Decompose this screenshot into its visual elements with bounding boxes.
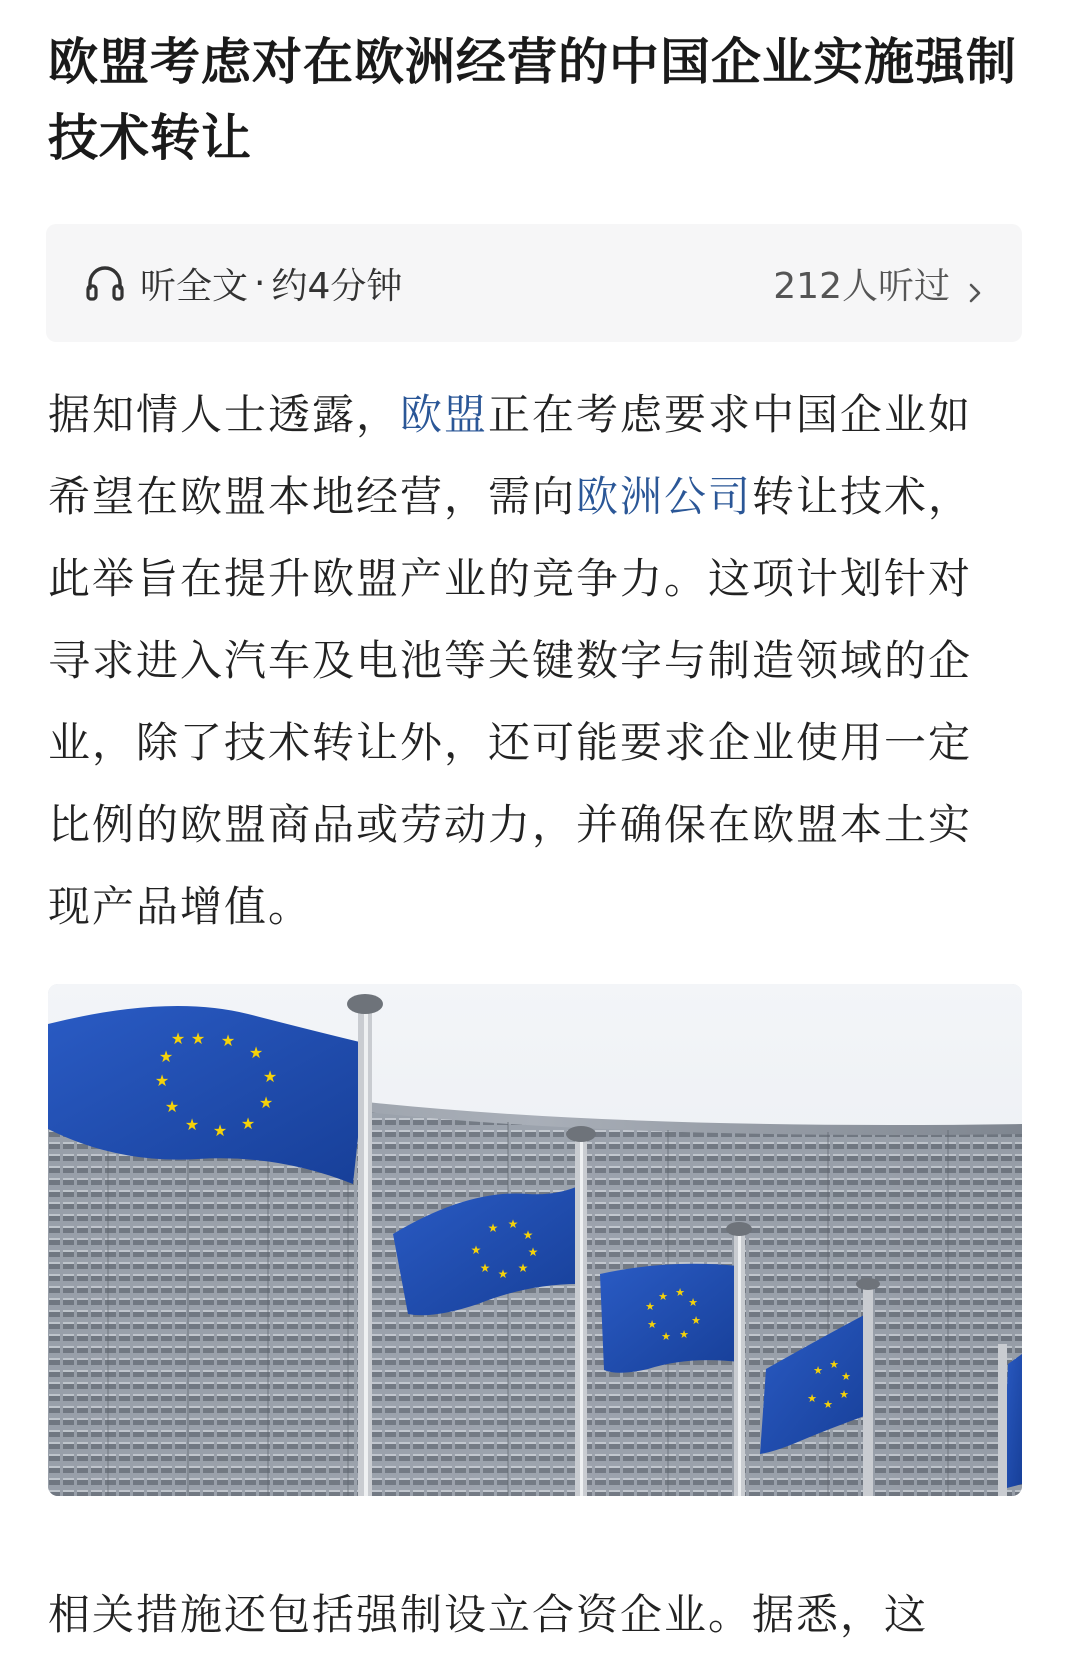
svg-text:★: ★ — [823, 1398, 833, 1411]
svg-text:★: ★ — [527, 1245, 539, 1259]
svg-text:★: ★ — [675, 1286, 685, 1299]
svg-text:★: ★ — [517, 1261, 529, 1275]
listen-duration: 约4分钟 — [271, 265, 403, 307]
paragraph-text: 转让技术，此举旨在提升欧盟产业的竞争力。这项计划针对寻求进入汽车及电池等关键数字与制造领域的企业，除了技术转让外，还可能要求企业使用一定比例的欧盟商品或劳动力，并确保在欧盟本土实现产品增值。 — [48, 472, 973, 931]
listen-separator: · — [254, 262, 266, 304]
svg-text:★: ★ — [190, 1029, 206, 1048]
listen-left-group — [84, 258, 402, 309]
listen-count-group[interactable] — [773, 258, 986, 309]
listen-full-text-bar[interactable] — [46, 224, 1022, 342]
svg-text:★: ★ — [184, 1115, 200, 1134]
svg-text:★: ★ — [841, 1370, 851, 1383]
svg-text:★: ★ — [479, 1261, 491, 1275]
svg-text:★: ★ — [839, 1388, 849, 1401]
svg-text:★: ★ — [522, 1228, 534, 1242]
svg-text:★: ★ — [813, 1364, 823, 1377]
svg-text:★: ★ — [645, 1300, 655, 1313]
svg-text:★: ★ — [164, 1097, 180, 1116]
svg-text:★: ★ — [691, 1314, 701, 1327]
svg-text:★: ★ — [170, 1029, 186, 1048]
svg-text:★: ★ — [661, 1330, 671, 1343]
article-paragraph-2: 相关措施还包括强制设立合资企业。据悉，这 — [48, 1590, 929, 1639]
svg-text:★: ★ — [470, 1243, 482, 1257]
svg-text:★: ★ — [487, 1221, 499, 1235]
svg-text:★: ★ — [829, 1358, 839, 1371]
svg-text:★: ★ — [158, 1047, 174, 1066]
chevron-right-icon — [964, 272, 986, 294]
paragraph-text: 据知情人士透露， — [48, 390, 401, 439]
svg-text:★: ★ — [807, 1392, 817, 1405]
link-european-companies[interactable]: 欧洲公司 — [576, 472, 753, 521]
article-title: 欧盟考虑对在欧洲经营的中国企业实施强制技术转让 — [48, 33, 1017, 167]
svg-text:★: ★ — [258, 1093, 274, 1112]
svg-text:★: ★ — [658, 1290, 668, 1303]
svg-text:★: ★ — [154, 1071, 170, 1090]
link-eu[interactable]: 欧盟 — [400, 390, 489, 439]
svg-text:★: ★ — [497, 1267, 509, 1281]
svg-text:★: ★ — [262, 1067, 278, 1086]
listen-label: 听全文 — [140, 265, 249, 307]
article-paragraph-1 — [48, 374, 1008, 948]
svg-text:★: ★ — [248, 1043, 264, 1062]
svg-text:★: ★ — [647, 1318, 657, 1331]
svg-text:★: ★ — [220, 1031, 236, 1050]
paragraph-text: 正在考虑要求中国企业如希望在欧盟本地经营，需向 — [48, 390, 973, 521]
svg-text:★: ★ — [679, 1328, 689, 1341]
svg-text:★: ★ — [688, 1296, 698, 1309]
svg-text:★: ★ — [240, 1114, 256, 1133]
svg-text:★: ★ — [507, 1217, 519, 1231]
eu-flags-photo[interactable] — [48, 984, 1022, 1496]
listener-count: 212人听过 — [773, 265, 950, 307]
headphone-icon — [84, 262, 126, 304]
eu-flags-illustration — [48, 984, 1022, 1496]
svg-text:★: ★ — [212, 1121, 228, 1140]
